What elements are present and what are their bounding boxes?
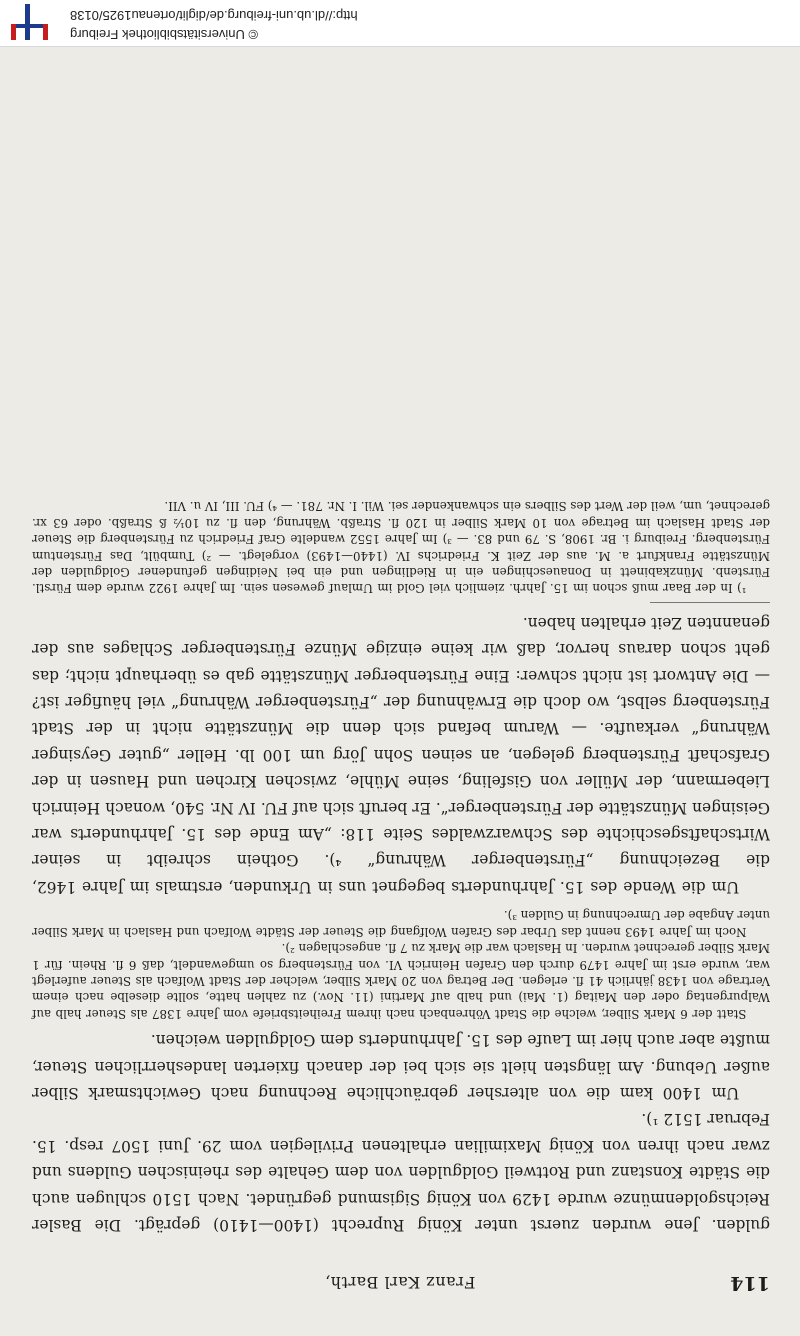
source-url[interactable]: http://dl.ub.uni-freiburg.de/diglit/ortenau1925/0138 xyxy=(70,8,358,23)
footnote-rule xyxy=(650,602,770,603)
footnote-block xyxy=(32,498,770,596)
library-logo-icon xyxy=(8,4,48,40)
main-text xyxy=(32,491,770,1238)
running-head: Franz Karl Barth, xyxy=(324,1273,476,1292)
page-number: 114 xyxy=(730,1272,770,1294)
body-paragraph: Um 1400 kam die von altersher gebräuchliche Rechnung nach Gewichtsmark Silber außer Uebung. Am längsten hielt sie sich bei der danach fixierten landesherrlichen Steuer, mußte aber auch hier im Laufe des 15. Jahrhunderts dem Goldgulden weichen. xyxy=(32,1031,770,1102)
body-paragraph: Um die Wende des 15. Jahrhunderts begegnet uns in Urkunden, erstmals im Jahre 1462, die Bezeichnung „Fürstenberger Währung“ ⁴). Gothein schreibt in seiner Wirtschaftsgeschichte des Schwarzwaldes Seite 118: „Am Ende des 15. Jahrhunderts war Geisingen Münzstätte der Fürstenberger“. Er beruft sich auf FU. IV Nr. 540, wonach Heinrich Liebermann, der Müller von Gisfeling, seine Mühle, zwischen Kirchen und Hausen in der Grafschaft Fürstenberg gelegen, an seinen Sohn Jörg um 100 lb. Heller „guter Geysinger Währung“ verkaufte. — Warum befand sich denn die Münzstätte nicht in der Stadt Fürstenberg selbst, wo doch die Erwähnung der „Fürstenberger Währung“ viel häufiger ist? — Die Antwort ist nicht schwer: Eine Fürstenberger Münzstätte gab es überhaupt nicht; das geht schon daraus hervor, daß wir keine einzige Münze Fürstenberger Schlages aus der genannten Zeit erhalten haben. xyxy=(32,613,770,896)
inline-note-block xyxy=(32,907,770,1022)
inline-note: Noch im Jahre 1493 nennt das Urbar des Grafen Wolfgang die Steuer der Städte Wolfach und Haslach in Mark Silber unter Angabe der Umrechnung in Gulden ³). xyxy=(32,908,770,939)
inline-note: Statt der 6 Mark Silber, welche die Stadt Vöhrenbach nach ihrem Freiheitsbriefe vom Jahre 1387 als Steuer halb auf Walpurgentag oder den Maitag (1. Mai) und halb auf Martini (11. Nov.) zu zahlen hatte, sollte dieselbe nach einem Vertrage von 1438 jährlich 41 fl. erlegen. Der Betrag von 20 Mark Silber, welcher der Stadt Wolfach als Steuer auferlegt war, wurde erst im Jahre 1479 durch den Grafen Heinrich VI. von Fürstenberg so umgewandelt, daß 6 fl. Rhein. für 1 Mark Silber gerechnet wurden. In Haslach war die Mark zu 7 fl. angeschlagen ²). xyxy=(32,941,770,1021)
body-paragraph: gulden. Jene wurden zuerst unter König Ruprecht (1400—1410) geprägt. Die Basler Reichsgoldenmünze wurde 1429 von König Sigismund gegründet. Nach 1510 schlugen auch die Städte Konstanz und Rottweil Goldgulden von dem Gehalte des rheinischen Guldens und zwar nach ihren von König Maximilian erhaltenen Privilegien vom 29. Juni 1507 resp. 15. Februar 1512 ¹). xyxy=(32,1110,770,1234)
library-header xyxy=(0,0,800,47)
footnote: ¹) In der Baar muß schon im 15. Jahrh. ziemlich viel Gold im Umlauf gewesen sein. Im Jahre 1922 wurde dem Fürstl. Fürstenb. Münzkabinett in Donaueschingen ein in Riedlingen und ein bei Neidingen gefundener Goldgulden der Münzstätte Frankfurt a. M. aus der Zeit K. Friedrichs IV. (1440—1493) vorgelegt. — ²) Tumbült, Das Fürstentum Fürstenberg. Freiburg i. Br. 1908, S. 79 und 83. — ³) Im Jahre 1552 wandelte Graf Friedrich zu Fürstenberg die Steuer der Stadt Haslach im Betrage von 10 Mark Silber in 120 fl. Straßb. Währung, den fl. zu 10½ ß Straßb. oder 63 xr. gerechnet, um, weil der Wert des Silbers ein schwankender sei. Wil. I. Nr. 781. — ⁴) FU. III, IV u. VII. xyxy=(32,499,770,596)
copyright-text: © Universitätsbibliothek Freiburg xyxy=(70,27,259,42)
